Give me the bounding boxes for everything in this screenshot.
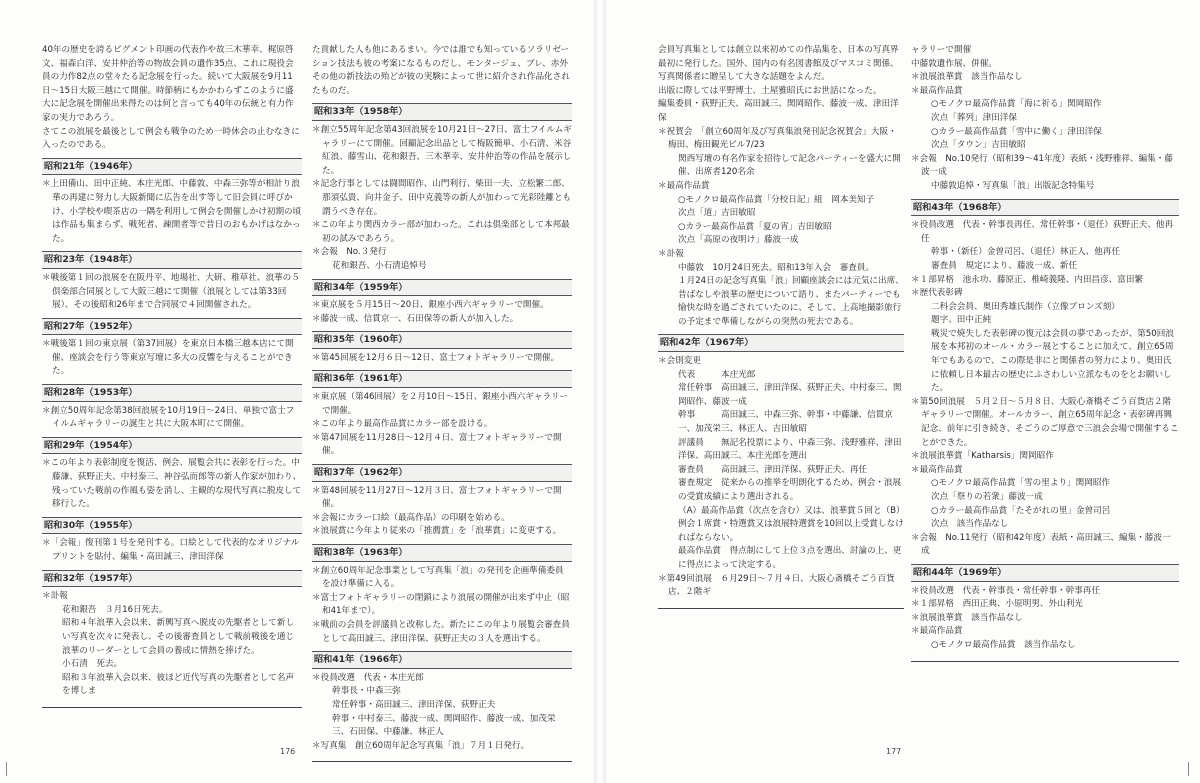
right-column-2 <box>911 44 1179 723</box>
chronology-entry: ＊戦後第１回の東京展（第37回展）を東京日本橋三越本店にて開催、座談会を行う等東京写壇に多大の反響を与えることができた。 <box>42 339 294 377</box>
year-heading: 昭和36年（1961年） <box>312 370 572 388</box>
chronology-entry: ＊最高作品賞 <box>911 626 963 637</box>
chronology-entry: ＊最高作品賞 <box>911 464 963 475</box>
chronology-entry: 審査規定 従来からの推挙を明朗化するため、例会・浪展の受賞成績により選出される。 <box>678 478 902 502</box>
chronology-entry: 小石清 死去。 <box>62 659 123 670</box>
year-heading: 昭和23年（1948年） <box>42 251 302 269</box>
year-heading: 昭和44年（1969年） <box>911 564 1179 582</box>
chronology-entry: 幹事・中村泰三、藤波一成、関岡昭作、藤波一成、加茂栄三、石田保、中藤謙、林正人 <box>332 713 556 738</box>
chronology-entry: ○モノクロ最高作品賞「分校日記」組 岡本美知子 <box>678 194 875 205</box>
column-end-rule <box>42 707 302 708</box>
right-page <box>606 0 1200 783</box>
year-heading: 昭和32年（1957年） <box>42 570 302 588</box>
chronology-entry: 常任幹事 高田誠三、津田洋保、荻野正夫、中村泰三、関岡昭作、藤波一成 <box>678 383 902 407</box>
chronology-entry: ＊「会報」復刊第１号を発刊する。口絵として代表的なオリジナルプリントを貼付、編集・高田誠三、津田洋保 <box>42 538 300 562</box>
chronology-entry: ＊第47回展を11月28日〜12月４日、富士フォトギャラリーで開催。 <box>312 432 562 457</box>
chronology-entry: ○モノクロ最高作品賞「雪の里より」関岡昭作 <box>931 478 1111 489</box>
chronology-entry: ＊第48回展を11月27日〜12月３日、富士フォトギャラリーで開催。 <box>312 485 562 510</box>
chronology-entry: ＊訃報 <box>658 248 684 259</box>
column-end-rule <box>312 761 572 762</box>
chronology-entry: ＊役員改選 代表・幹事長再任、常任幹事・（退任）荻野正夫、他再任 <box>911 220 1174 244</box>
year-heading: 昭和21年（1946年） <box>42 158 302 176</box>
chronology-entry: ＊東京展を５月15日〜20日、銀座小西六ギャラリーで開催。 <box>312 300 549 311</box>
chronology-entry: ＊第50回浪展 ５月２日〜５月８日、大阪心斎橋そごう百貨店２階ギャラリーで開催。オールカラー、創立65周年記念・表彰碑再興記念、前年に引き続き、そごうのご厚意で三浪会会場で開催することができた。 <box>911 396 1179 448</box>
right-column-1 <box>658 44 904 723</box>
chronology-entry: ＊祝賀会 「創立60周年及び写真集浪発刊記念祝賀会」大阪・梅田、梅田観光ビル7/23 <box>658 126 897 151</box>
body-paragraph: 40年の歴史を誇るピグメント印画の代表作や故三木華幸、梶原啓文、福森白洋、安井仲治等の物故会員の遺作35点、これに現役会員の力作82点の堂々たる記念展を行った。続いて大阪展を9月11日〜15日大阪三越にて開催。時節柄にもかかわらずこのように盛大に記念展を開催出来得たのは何と言っても40年の伝統と有力作家の実力であろう。 <box>42 45 294 123</box>
body-paragraph: 編集委員・荻野正夫、高田誠三、関岡昭作、藤波一成、津田洋保 <box>658 99 899 123</box>
chronology-entry: ＊創立60周年記念事業として写真集「浪」の発刊を企画準備委員を設け準備に入る。 <box>312 565 564 590</box>
chronology-entry: １月24日の記念写真集「浪」回顧座談会には元気に出席、昔ばなしや浪華の歴史について語り、またパーティーでも愉快な時を過ごされていたのに、そして、上高地撮影旅行の予定まで準備しながらの突然の死去である。 <box>678 276 904 327</box>
column-end-rule <box>658 608 904 609</box>
chronology-entry: ＊役員改選 代表・幹事長・常任幹事・幹事再任 <box>911 585 1101 596</box>
year-heading: 昭和29年（1954年） <box>42 437 302 455</box>
chronology-entry: ＊写真集 創立60周年記念写真集「浪」７月１日発行。 <box>312 740 530 751</box>
chronology-entry: ＊会報 No.10発行（昭和39〜41年度）表紙・浅野雅祥、編集・藤波一成 <box>911 153 1173 178</box>
page-number-left: 176 <box>280 747 296 756</box>
chronology-entry: 花和銀吾 ３月16日死去。 <box>62 604 168 615</box>
body-paragraph: ＊浪展浪華賞 該当作品なし <box>911 72 1023 83</box>
chronology-entry: ＊創立55周年記念第43回浪展を10月21日〜27日、富士フイルムギャラリーにて開催。回顧記念出品として梅阪簡単、小石清、米谷紅浪、藤雪山、花和銀吾、三木華幸、安井仲治等の作品を展示した。 <box>312 124 572 176</box>
chronology-entry: ＊この年より最高作品賞にカラー部を設ける。 <box>312 419 493 430</box>
chronology-entry: ＊訃報 <box>42 591 68 602</box>
body-paragraph: 会員写真集としては創立以来初めての作品集を、日本の写真界最初に発行した。国外、国内の有名図書館及びマスコミ関係、写真関係者に贈呈して大きな話題をよんだ。 <box>658 45 899 83</box>
chronology-entry: 次点「タウン」吉田敏昭 <box>931 140 1026 151</box>
chronology-entry: ＊浪展浪華賞「Katharsis」関岡昭作 <box>911 451 1054 462</box>
chronology-entry: 次点「道」吉田敏昭 <box>678 208 756 219</box>
left-column-1 <box>42 44 302 723</box>
chronology-entry: ＊最高作品賞 <box>658 180 710 191</box>
chronology-entry: ＊１部昇格 池永功、藤原正、椎崎義隆、内田昌彦、富田繁 <box>911 274 1144 285</box>
left-column-2 <box>312 44 572 751</box>
chronology-entry: 次点「祭りの若衆」藤波一成 <box>931 492 1043 502</box>
chronology-entry: ＊東京展（第46回展）を２月10日〜15日、銀座小西六ギャラリーで開催。 <box>312 392 569 416</box>
body-paragraph: ャラリーで開催 <box>911 45 972 55</box>
chronology-entry: ＊この年より関西カラー部が加わった。これは倶楽部として本邦最初の試みであろう。 <box>312 220 570 244</box>
chronology-entry: ＊戦後第１回の浪展を在阪丹平、地場社、大研、稚草社、浪華の５倶楽部合同展として大阪三越にて開催（浪展としては第33回展）、その後昭和26年まで合同展で４回開催された。 <box>42 272 300 311</box>
chronology-entry: 次点「葬列」津田洋保 <box>931 112 1017 123</box>
chronology-entry: 戦災で焼失した表彰碑の復元は会員の夢であったが、第50回浪展を本邦初のオール・カラー展とすることに加えて、創立65周年でもあるので、この際是非にと関係者の努力により、奥田氏に依頼し日本最古の歴史にふさわしい立派なものをとお願いした。 <box>931 328 1174 394</box>
chronology-entry: 昭和４年浪華入会以来、新興写真へ脱皮の先駆者として新しい写真を次々に発表し、その後審査員として戦前戦後を通じ浪華のリーダーとして会員の養成に情熱を捧げた。 <box>62 618 295 656</box>
crop-mark <box>1188 762 1189 776</box>
chronology-entry: 中藤敦 10月24日死去。昭和13年入会 審査員。 <box>678 262 875 273</box>
chronology-entry: ＊第49回浪展 ６月29日〜７月４日、大阪心斎橋そごう百貨店、２階ギ <box>658 573 895 598</box>
chronology-entry: ＊最高作品賞 <box>911 85 963 96</box>
chronology-entry: ＊富士フォトギャラリーの閉鎖により浪展の開催が出来ず中止（昭和41年まで）。 <box>312 592 570 617</box>
chronology-entry: 関西写壇の有名作家を招待して記念パーティーを盛大に開催、出席者120名余 <box>678 153 901 178</box>
year-heading: 昭和30年（1955年） <box>42 517 302 535</box>
year-heading: 昭和42年（1967年） <box>658 334 904 352</box>
chronology-entry: 常任幹事・高田誠三、津田洋保、荻野正夫 <box>332 699 496 710</box>
body-paragraph: 出版に際しては平野博士、土屋雅昭氏にお世話になった。 <box>658 85 882 96</box>
chronology-entry: ＊記念行事としては闘間昭作、山門利行、柴田一夫、立松繁二郎、那須弘貴、向井金子、田中克義等の新人が加わって光彩陸離とも謂うべき存在。 <box>312 179 572 217</box>
chronology-entry: ＊会報にカラー口絵（最高作品）の印刷を始める。 <box>312 512 510 523</box>
year-heading: 昭和27年（1952年） <box>42 318 302 336</box>
chronology-entry: ＊浪展浪華賞 該当作品なし <box>911 612 1023 623</box>
year-heading: 昭和28年（1953年） <box>42 384 302 402</box>
chronology-entry: 審査員 高田誠三、津田洋保、荻野正夫、再任 <box>678 464 868 475</box>
body-paragraph: た貢献した人も他にあるまい。今では誰でも知っているソラリゼーション技法も彼の考案になるものだし、モンタージュ、ブレ、赤外その他の新技法の殆どが彼の実験によって世に紹介され作品化されたものだ。 <box>312 45 570 96</box>
chronology-entry: 幹事長・中森三弥 <box>332 686 401 697</box>
chronology-entry: ＊会報 No.３発行 <box>312 247 387 258</box>
chronology-entry: 題字、田中正純 <box>931 315 992 326</box>
chronology-entry: ＊上田備山、田中正純、本庄光郎、中藤敦、中森三弥等が相計り浪華の再建に努力し大阪新聞に広告を出す等して旧会員に呼びかけ、小学校や喫茶店の一隅を利用して例会を開催しかけ初期の頃は作品も集まらず、戦死者、疎開者等で昔日のおもかげはなかった。 <box>42 179 302 244</box>
year-heading: 昭和35年（1960年） <box>312 331 572 349</box>
year-heading: 昭和41年（1966年） <box>312 651 572 669</box>
chronology-entry: 昭和３年浪華入会以来、彼ほど近代写真の先駆者として名声を博しま <box>62 672 295 697</box>
crop-mark <box>6 762 7 776</box>
page-number-right: 177 <box>886 747 902 756</box>
chronology-entry: ＊会報 No.11発行（昭和42年度）表紙・高田誠三、編集・藤波一成 <box>911 532 1171 557</box>
year-heading: 昭和38年（1963年） <box>312 544 572 562</box>
chronology-entry: ＊藤波一成、信貫京一、石田保等の新人が加入した。 <box>312 313 519 324</box>
chronology-entry: 次点「高原の夜明け」藤波一成 <box>678 235 799 246</box>
chronology-entry: 最高作品賞 得点制にして上位３点を選出、討論の上、更に得点によって決定する。 <box>678 546 902 570</box>
chronology-entry: ○モノクロ最高作品賞「海に祈る」関岡昭作 <box>931 99 1102 110</box>
body-paragraph: 中藤敦遺作展、併催。 <box>911 58 997 69</box>
body-paragraph: さてこの浪展を最後として例会も戦争のため一時休会の止むなきに入ったのである。 <box>42 126 300 151</box>
chronology-entry: ＊戦前の会員を評議員と改称した。新たにこの年より展覧会審査員として高田誠三、津田洋保、荻野正夫の３人を選出する。 <box>312 619 570 644</box>
column-end-rule <box>911 661 1179 662</box>
year-heading: 昭和33年（1958年） <box>312 103 572 121</box>
chronology-entry: （A）最高作品賞（次点を含む）又は、浪華賞５回と（B）例会１席賞・特選賞又は浪展特選賞を10回以上受賞しなければならない。 <box>678 505 904 543</box>
chronology-entry: 二科会会員、奥田秀雄氏制作（立像ブロンズ刻） <box>931 301 1120 312</box>
chronology-entry: 審査員 規定により、藤波一成、新任 <box>931 260 1078 271</box>
chronology-entry: ＊第45回展を12月６日〜12日、富士フォトギャラリーで開催。 <box>312 352 560 363</box>
chronology-entry: 中藤敦追悼・写真集「浪」出版記念特集号 <box>931 180 1095 191</box>
year-heading: 昭和37年（1962年） <box>312 464 572 482</box>
gutter <box>594 0 606 783</box>
chronology-entry: ○カラー最高作品賞「夏の宵」吉田敏昭 <box>678 221 832 232</box>
chronology-entry: ＊１部昇格 西田正典、小原明男、外山利光 <box>911 599 1083 610</box>
chronology-entry: ○モノクロ最高作品賞 該当作品なし <box>931 639 1076 650</box>
chronology-entry: 花和銀吾、小石清追悼号 <box>332 260 427 271</box>
left-page <box>0 0 594 783</box>
chronology-entry: ＊会則変更 <box>658 356 701 367</box>
chronology-entry: 評議員 無記名投票により、中森三弥、浅野雅祥、津田洋保、高田誠三、本庄光郎を選出 <box>678 437 902 462</box>
chronology-entry: ＊役員改選 代表・本庄光郎 <box>312 672 424 683</box>
chronology-entry: 代表 本庄光郎 <box>678 369 756 380</box>
chronology-entry: 次点 該当作品なし <box>931 519 1009 530</box>
chronology-entry: 幹事・（新任）金曽司呂、（退任）林正人、他再任 <box>931 247 1121 258</box>
chronology-entry: ○カラー最高作品賞「たそがれの里」金曽司呂 <box>931 505 1111 516</box>
chronology-entry: ＊浪展賞に今年より従来の「推薦賞」を「浪華賞」に変更する。 <box>312 526 562 537</box>
year-heading: 昭和34年（1959年） <box>312 279 572 297</box>
chronology-entry: ＊歴代表彰碑 <box>911 288 963 299</box>
chronology-entry: 幹事 高田誠三、中森三弥、幹事・中藤謙、信貫京一、加茂栄三、林正人、吉田敏昭 <box>678 410 893 435</box>
chronology-entry: ＊創立50周年記念第38回浪展を10月19日〜24日、単独で富士フイルムギャラリーの誕生と共に大阪本町にて開催。 <box>42 405 295 430</box>
chronology-entry: ○カラー最高作品賞「雪中に働く」津田洋保 <box>931 126 1102 137</box>
chronology-entry: ＊この年より表彰制度を復活、例会、展覧会共に表彰を行った。中藤謙、荻野正夫、中村泰三、神谷弘而郎等の新人作家が加わり、残っていた戦前の作風も姿を消し、主観的な現代写真に脱皮して移行した。 <box>42 458 302 510</box>
year-heading: 昭和43年（1968年） <box>911 199 1179 217</box>
